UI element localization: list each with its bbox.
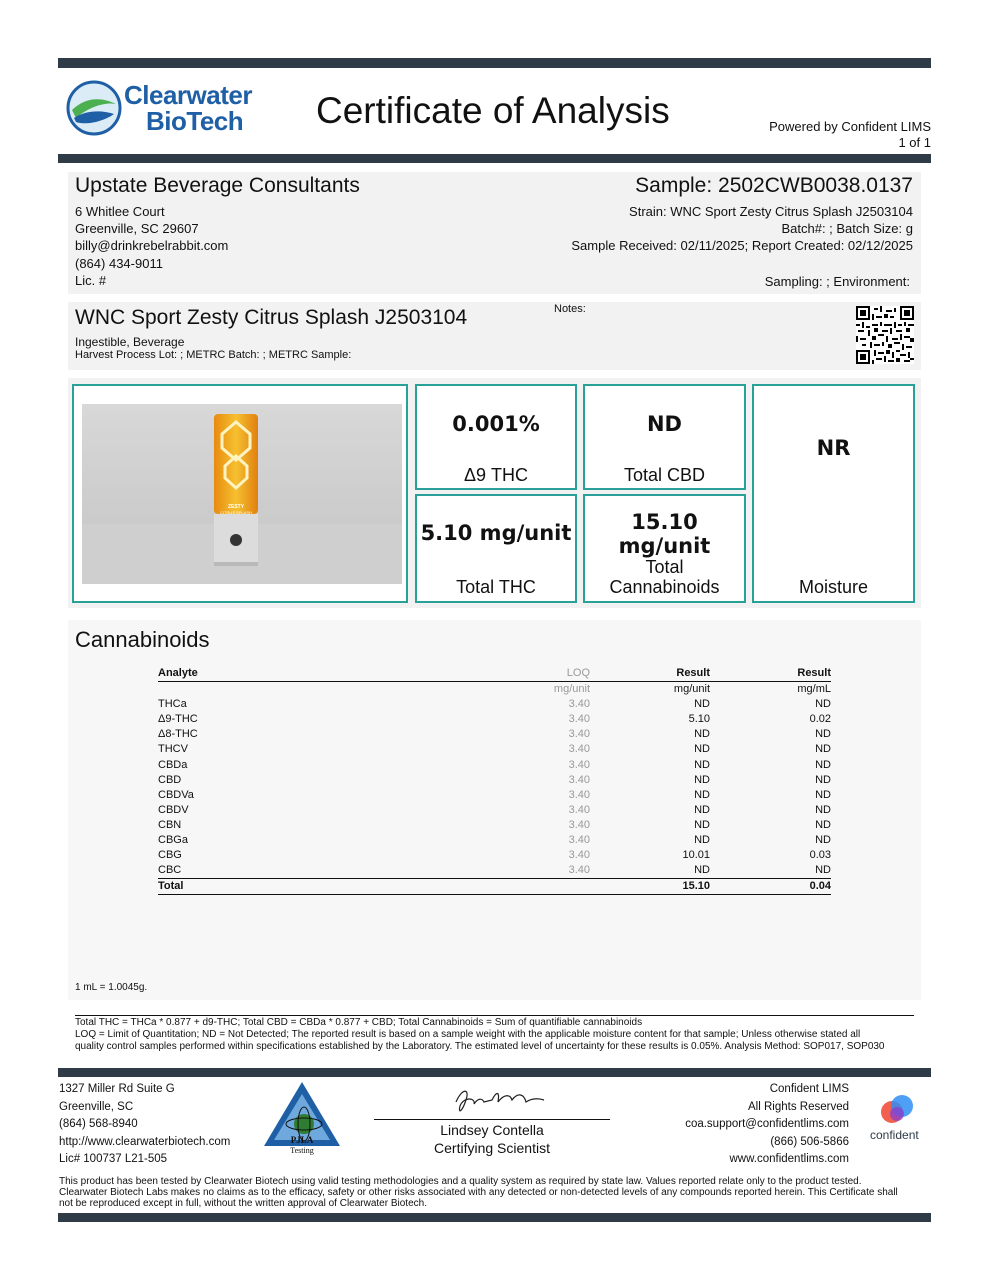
sample-strain: Strain: WNC Sport Zesty Citrus Splash J2503104: [629, 204, 913, 219]
total-thc-value: 5.10 mg/unit: [420, 521, 572, 545]
clearwater-logo: [66, 80, 266, 140]
table-cell: ND: [815, 788, 831, 801]
signature-line: [374, 1119, 610, 1120]
pjla-testing: Testing: [290, 1146, 314, 1155]
table-cell: 0.03: [809, 849, 831, 862]
table-cell: ND: [694, 864, 710, 877]
table-cell: ND: [694, 803, 710, 816]
table-row: [158, 727, 831, 742]
table-cell: 3.40: [568, 818, 590, 831]
client-name: Upstate Beverage Consultants: [75, 174, 360, 197]
table-cell: CBDVa: [158, 788, 194, 801]
table-cell: [158, 682, 458, 698]
table-row: [158, 773, 831, 788]
table-cell: [458, 879, 590, 895]
signer-name: Lindsey Contella: [440, 1122, 544, 1138]
page-title: Certificate of Analysis: [316, 90, 670, 131]
cannabinoids-title: Cannabinoids: [75, 627, 210, 652]
lab-address2: Greenville, SC: [59, 1100, 134, 1113]
table-cell: CBN: [158, 818, 182, 831]
product-lot: Harvest Process Lot: ; METRC Batch: ; METRC Sample:: [75, 349, 352, 361]
lab-license: Lic# 100737 L21-505: [59, 1153, 168, 1165]
table-cell: 0.02: [809, 713, 831, 726]
sample-sampling: Sampling: ; Environment:: [764, 274, 910, 289]
table-cell: Total: [158, 879, 458, 895]
table-cell: mg/unit: [553, 683, 590, 696]
moisture-box: [752, 384, 915, 603]
top-bar: [58, 58, 931, 68]
table-cell: 3.40: [568, 834, 590, 847]
table-cell: 15.10: [590, 879, 710, 895]
d9-thc-label: Δ9 THC: [463, 465, 529, 485]
table-cell: ND: [815, 758, 831, 771]
total-cbd-value: ND: [646, 412, 682, 436]
can-label-citrus: CITRUS SPLASH: [220, 510, 252, 515]
lims-phone: (866) 506-5866: [770, 1135, 849, 1148]
table-cell: ND: [694, 743, 710, 756]
lims-name: Confident LIMS: [769, 1083, 849, 1095]
lims-rights: All Rights Reserved: [748, 1100, 849, 1113]
lims-website-link[interactable]: www.confidentlims.com: [729, 1153, 849, 1165]
qr-code-icon: [856, 306, 914, 364]
table-cell: 3.40: [568, 773, 590, 786]
total-thc-box: [415, 494, 577, 603]
table-row: [158, 742, 831, 757]
table-cell: 3.40: [568, 728, 590, 741]
signature: [448, 1082, 558, 1118]
table-cell: ND: [694, 834, 710, 847]
sample-dates: Sample Received: 02/11/2025; Report Created: 02/12/2025: [571, 238, 913, 253]
table-cell: 3.40: [568, 758, 590, 771]
notes-line1: Total THC = THCa * 0.877 + d9-THC; Total CBD = CBDa * 0.877 + CBD; Total Cannabinoids = Sum of quantifiable cannabinoids: [75, 1017, 643, 1028]
total-cannabinoids-box: [583, 494, 746, 603]
table-cell: Analyte: [158, 666, 458, 682]
logo-text-clearwater: Clearwater: [124, 80, 252, 110]
table-row: [158, 848, 831, 863]
client-phone: (864) 434-9011: [75, 256, 163, 271]
table-cell: ND: [694, 818, 710, 831]
d9-thc-value: 0.001%: [452, 412, 540, 436]
table-cell: 5.10: [688, 713, 710, 726]
table-row: [158, 803, 831, 818]
table-cell: ND: [694, 728, 710, 741]
table-cell: 3.40: [568, 864, 590, 877]
confident-logo-icon: [880, 1094, 914, 1124]
table-cell: THCa: [158, 698, 187, 711]
table-row: [158, 697, 831, 712]
table-cell: ND: [815, 743, 831, 756]
table-cell: ND: [815, 728, 831, 741]
table-cell: CBD: [158, 773, 182, 786]
table-cell: ND: [694, 758, 710, 771]
lab-address: [59, 1081, 230, 1169]
total-cannabinoids-label1: Total: [645, 557, 684, 577]
lims-email-link[interactable]: coa.support@confidentlims.com: [685, 1118, 849, 1130]
notes-label: Notes:: [554, 303, 586, 315]
pjla-text: PJLA: [290, 1135, 314, 1145]
table-total-row: [158, 879, 831, 895]
product-type: Ingestible, Beverage: [75, 335, 185, 349]
table-cell: 10.01: [682, 849, 710, 862]
table-cell: ND: [815, 834, 831, 847]
table-cell: CBDV: [158, 803, 189, 816]
table-cell: THCV: [158, 743, 188, 756]
total-cannabinoids-label2: Cannabinoids: [609, 577, 720, 597]
table-cell: ND: [694, 698, 710, 711]
cannabinoids-table: [158, 666, 831, 895]
table-cell: CBGa: [158, 834, 188, 847]
table-cell: 3.40: [568, 849, 590, 862]
disclaimer1: This product has been tested by Clearwater Biotech using valid testing methodologies and a quality system as required by state law. Values reported relate only to the product tested.: [59, 1176, 862, 1187]
notes-line3: quality control samples performed within specifications established by the Laboratory. The estimated level of uncertainty for these results is 0.05%. Analysis Method: SOP017, SOP030: [75, 1041, 885, 1052]
footer-bar: [58, 1068, 931, 1077]
signer-title: Certifying Scientist: [434, 1140, 550, 1156]
confident-logo-text: confident: [870, 1128, 919, 1142]
client-address2: Greenville, SC 29607: [75, 221, 199, 236]
table-cell: Δ8-THC: [158, 728, 198, 741]
table-cell: mg/mL: [797, 683, 831, 696]
signature-image: [448, 1082, 558, 1118]
total-thc-label: Total THC: [456, 577, 536, 597]
table-row: [158, 818, 831, 833]
bottom-bar: [58, 1213, 931, 1222]
notes-divider: [75, 1015, 914, 1016]
table-cell: ND: [815, 773, 831, 786]
client-license: Lic. #: [75, 273, 107, 288]
sample-id: Sample: 2502CWB0038.0137: [635, 174, 913, 197]
table-cell: 3.40: [568, 788, 590, 801]
logo-text-biotech: BioTech: [146, 106, 244, 136]
page-number: 1 of 1: [898, 135, 931, 150]
qr-code: [856, 306, 914, 364]
product-name: WNC Sport Zesty Citrus Splash J2503104: [75, 306, 468, 329]
total-cannabinoids-value: 15.10 mg/unit: [618, 510, 711, 558]
moisture-label: Moisture: [798, 577, 869, 597]
table-cell: Result: [710, 666, 831, 682]
notes-line2: LOQ = Limit of Quantitation; ND = Not Detected; The reported result is based on a sample weight with the applicable moisture content for that sample; Unless otherwise stated all: [75, 1029, 861, 1040]
client-email: billy@drinkrebelrabbit.com: [75, 238, 229, 253]
total-cbd-label: Total CBD: [623, 465, 706, 485]
lab-website-link[interactable]: http://www.clearwaterbiotech.com: [59, 1135, 231, 1148]
table-row: [158, 788, 831, 803]
lab-phone: (864) 568-8940: [59, 1118, 138, 1130]
table-cell: 3.40: [568, 743, 590, 756]
d9-thc-box: [415, 384, 577, 490]
table-cell: 3.40: [568, 698, 590, 711]
sample-batch: Batch#: ; Batch Size: g: [781, 221, 913, 236]
table-cell: ND: [815, 698, 831, 711]
moisture-value: NR: [816, 436, 851, 460]
clearwater-logo-icon: [66, 80, 122, 136]
table-cell: CBDa: [158, 758, 188, 771]
header-bar: [58, 154, 931, 163]
table-cell: ND: [815, 818, 831, 831]
table-cell: 0.04: [710, 879, 831, 895]
table-row: [158, 833, 831, 848]
table-cell: 3.40: [568, 713, 590, 726]
powered-by: Powered by Confident LIMS: [769, 119, 931, 134]
total-cbd-box: [583, 384, 746, 490]
product-image-box: [72, 384, 408, 603]
table-cell: LOQ: [458, 666, 590, 682]
table-cell: ND: [815, 803, 831, 816]
table-cell: CBC: [158, 864, 182, 877]
confident-logo: [866, 1094, 932, 1144]
lims-contact: [685, 1081, 849, 1169]
lab-address1: 1327 Miller Rd Suite G: [59, 1083, 175, 1095]
table-row: [158, 863, 831, 879]
table-cell: ND: [694, 773, 710, 786]
disclaimer2: Clearwater Biotech Labs makes no claims as to the efficacy, safety or other risks associated with any detected or non-detected levels of any compounds reported herein. This Certificate shall: [59, 1187, 898, 1198]
table-cell: mg/unit: [673, 683, 710, 696]
disclaimer3: not be reproduced except in full, without the written approval of Clearwater Biotech.: [59, 1198, 427, 1209]
pjla-logo: [262, 1080, 342, 1170]
table-units-row: [158, 682, 831, 698]
density-note: 1 mL = 1.0045g.: [75, 982, 148, 993]
table-cell: ND: [694, 788, 710, 801]
client-address1: 6 Whitlee Court: [75, 204, 165, 219]
table-header-row: [158, 666, 831, 682]
table-cell: ND: [815, 864, 831, 877]
can-label-zesty: ZESTY: [227, 504, 245, 510]
table-cell: Result: [590, 666, 710, 682]
product-can-image: [82, 404, 402, 584]
table-cell: 3.40: [568, 803, 590, 816]
table-row: [158, 758, 831, 773]
table-cell: CBG: [158, 849, 182, 862]
table-row: [158, 712, 831, 727]
table-cell: Δ9-THC: [158, 713, 198, 726]
